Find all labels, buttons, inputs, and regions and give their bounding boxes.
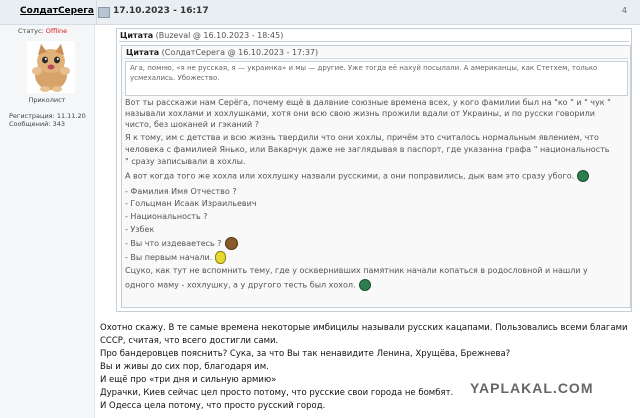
quote-line-with-smiley [125, 279, 371, 291]
quote-inner-title: Цитата [126, 48, 160, 57]
quote-block-outer [116, 28, 632, 312]
message-count: Сообщений: 343 [9, 120, 65, 128]
reply-line: И Одесса цела потому, что просто русский город. [100, 401, 326, 411]
reply-line: Вы и живы до сих пор, благодаря им. [100, 362, 269, 372]
quote-inner-label [126, 48, 318, 57]
quote-line-text: - Вы первым начали. [125, 253, 213, 262]
user-rank: Приколист [28, 96, 66, 104]
quote-line: - Гольцман Исаак Израильевич [125, 199, 257, 208]
quote-deep-text: Ага, помню, «я не русская, я — украинка» и мы — другие. Уже тогда её нахуй посылали. А американцы, как Стетхем, только усмехались. Убожество. [130, 64, 598, 82]
quote-line-with-smiley [125, 237, 238, 250]
registration-date: Регистрация: 11.11.20 [9, 112, 86, 120]
reply-line: Про бандеровцев пояснить? Сука, за что Вы так ненавидите Ленина, Хрущёва, Брежнева? [100, 349, 511, 359]
quote-line-with-smiley [125, 251, 226, 264]
quote-outer-title: Цитата [120, 31, 154, 40]
smiley-brown-icon [225, 237, 238, 250]
quote-line: называли хохлами и хохлушками, хотя они всю свою жизнь прожили вдали от Украины, и по русски говорили [125, 109, 595, 118]
quote-line-text: - Вы что издеваетесь ? [125, 239, 222, 248]
post-number-link[interactable]: 4 [621, 6, 627, 15]
user-panel [0, 25, 94, 418]
quote-block-deep [125, 61, 628, 96]
reply-line: Дурачки, Киев сейчас цел просто потому, что русские свои города не бомбят. [100, 388, 454, 398]
quote-line: человека с фамилией Янько, или Вакарчук даже не заглядывая в паспорт, где указанна графа " национальность [125, 145, 610, 154]
quote-line: Вот ты расскажи нам Серёга, почему ещё в далвние союзные времена всех, у кого фамилии был на "ко " и " чук " [125, 98, 611, 107]
reply-line: И ещё про «три дня и сильную армию» [100, 375, 277, 385]
reply-line: Охотно скажу. В те самые времена некоторые имбицилы называли русских кацапами. Пользовались всеми благами [100, 323, 628, 333]
quote-outer-divider [119, 41, 629, 42]
quote-inner-divider [124, 58, 628, 59]
smiley-green-icon [359, 279, 371, 291]
smiley-green-icon [577, 170, 589, 182]
reply-line: СССР, считая, что всего достигли сами. [100, 336, 279, 346]
status-value: Offline [45, 27, 68, 35]
quote-outer-meta: (Buzeval @ 16.10.2023 - 18:45) [155, 31, 284, 40]
quote-line: - Узбек [125, 225, 155, 234]
quote-line: чисто, без шоканей и гэканий ? [125, 120, 259, 129]
quote-line: - Национальность ? [125, 212, 208, 221]
post-header [0, 0, 640, 25]
username-link[interactable]: СолдатСерега [20, 6, 94, 16]
quote-line: Я к тому, им с детства и всю жизнь твердили что они хохлы, причём это считалось нормальным явлением, что [125, 133, 599, 142]
kitten-avatar[interactable] [27, 41, 75, 93]
post-body [96, 25, 640, 418]
quote-block-inner [121, 45, 631, 308]
quote-line: Сцуко, как тут не вспомнить тему, где у осквернивших памятник начали копаться в родословной и нашли у [125, 266, 588, 275]
quote-line-with-smiley [125, 170, 589, 182]
quote-line: - Фамилия Имя Отчество ? [125, 187, 237, 196]
quote-outer-label [120, 31, 283, 40]
column-divider [94, 25, 95, 418]
site-watermark: YAPLAKAL.COM [470, 380, 594, 396]
status-label: Статус: [18, 27, 44, 35]
quote-line-text: А вот когда того же хохла или хохлушку назвали русскими, а они поправились, дык вам это сразу убого. [125, 171, 575, 181]
post-date: 17.10.2023 - 16:17 [113, 6, 209, 16]
header-meta-cell [96, 0, 640, 24]
smiley-yellow-icon [215, 251, 226, 264]
post-link-icon[interactable] [98, 7, 110, 18]
quote-inner-meta: (СолдатСерега @ 16.10.2023 - 17:37) [161, 48, 319, 57]
status-row [18, 27, 67, 35]
quote-line-text: одного маму - хохлушку, а у другого тесть был хохол. [125, 280, 356, 290]
quote-line: " сразу записывали в хохлы. [125, 157, 246, 166]
header-user-cell [0, 0, 94, 24]
